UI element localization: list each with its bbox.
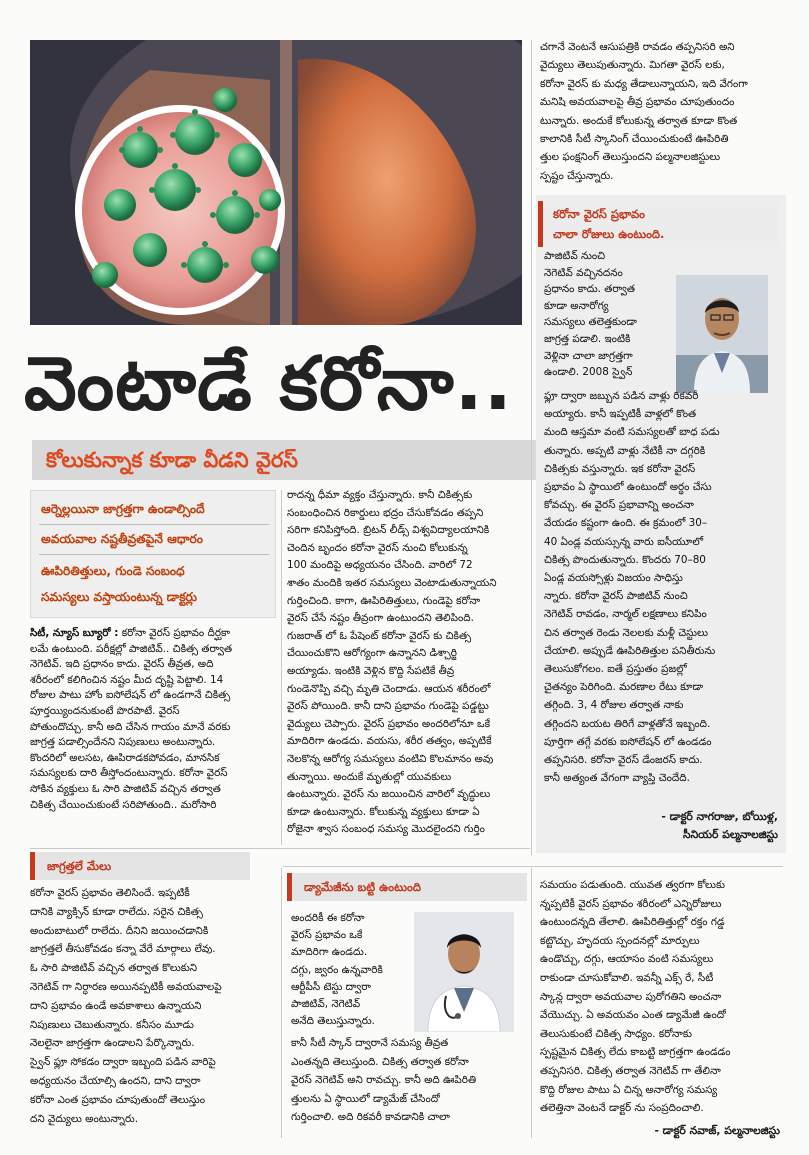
body-line: మాదిరిగా ఉండదు. వయసు, శరీర తత్వం, అప్పటికే (287, 735, 492, 748)
body-line: చిన తర్వాత రెండు నెలలకు మళ్లీ చెస్టులు (544, 626, 708, 639)
body-line: 40 ఏండ్ల వయస్సున్న వారు ఐసీయూలో (544, 535, 704, 548)
body-line: త్తుల ఫంక్షనింగ్ తెలుస్తుందని పల్మనాలజిస్టులు (540, 151, 721, 164)
body-line: అయ్యారు. కానీ ఇప్పటికీ వాళ్లలో కొంత (544, 408, 697, 421)
section-divider (283, 866, 783, 867)
sidebar-intro (544, 248, 674, 388)
body-line: మాదిరిగా ఉండదు. (291, 946, 368, 959)
body-line: స్వైన్ ఫ్లూ సోకడం ద్వారా ఇబ్బంది పడిన వారిపై (30, 1056, 216, 1069)
body-line: తలెత్తినా వెంటనే డాక్టర్ ను సంప్రదించాలి. (540, 1102, 704, 1115)
body-line: సంబంధించిన రికార్డులు భద్రం చేసుకోవడం తప్పని (287, 506, 484, 519)
body-line: తెలుసుకోగలం. ఐతే ప్రస్తుతం ప్రజల్లో (544, 663, 687, 676)
body-line: సిటీ, న్యూస్ బ్యూరో : కరోనా వైరస్ ప్రభావం దీర్ఘకా (30, 627, 230, 639)
section-right-body (540, 876, 785, 1121)
body-line: తున్నారు. అప్పటి వాళ్లు నేటికీ నా దగ్గరికి (544, 444, 706, 457)
body-line: లమే ఉంటుంది. పరీక్షల్లో పాజిటివ్.. చికిత్స తర్వాత (30, 642, 233, 655)
body-line: ఎంతన్నది తెలుస్తుంది. చికిత్స తర్వాత కరోనా (291, 1055, 469, 1068)
body-line: అందుబాటులో రాలేదు. దీనిని జయించడానికి (30, 924, 209, 937)
body-line: నెగెటివ్ రావడం, నార్మల్ లక్షణాలు కనిపిం (544, 608, 707, 621)
body-line: దాని ప్రభావం ఉండే అవకాశాలు ఉన్నాయని (30, 999, 202, 1012)
body-line: చికిత్సకు వస్తున్నారు. ఇక కరోనా వైరస్ (544, 462, 696, 475)
body-line: పూర్తిగా తగ్గే వరకు ఐసోలేషన్ లో ఉండడం (544, 735, 712, 748)
doctor-nagaraju-photo (676, 275, 768, 393)
body-line: అధ్యయనం చేయాల్సి ఉందని, దాని ద్వారా (30, 1074, 201, 1087)
body-line: నిపుణులు చెబుతున్నారు. కనీసం మూడు (30, 1018, 194, 1031)
body-line: వైరస్ చేసే నష్టం తీవ్రంగా ఉంటుందని తెలిపింది. (287, 612, 474, 625)
body-line: ఉండాలి. 2008 స్వైన్ (544, 366, 633, 379)
section-precautions-body (30, 884, 276, 1134)
body-line: ఉంటున్నారు. వైరస్ ను జయించిన వారిలో వృద్ధులు (287, 788, 491, 801)
body-line: అందరికీ ఈ కరోనా (291, 912, 365, 924)
body-line: గుర్తించింది. కాగా, ఊపిరితిత్తులు, గుండెపై కరోనా (287, 594, 481, 607)
subheadline: కోలుకున్నాక కూడా వీడని వైరస్ (46, 448, 299, 472)
sidebar-body (544, 387, 780, 807)
body-line: ఏండ్ల వయస్సోళ్లు విజయం సాధిస్తు (544, 572, 683, 585)
body-line: తప్పనిసరి. కరోనా వైరస్ డేంజరస్ కాదు. (544, 754, 703, 767)
body-line: కూడా అనారోగ్య (544, 299, 609, 312)
body-line: కట్టొచ్చు, హృదయ స్పందనల్లో మార్పులు (540, 934, 700, 947)
body-line: నెగెటివ్ గా నిర్ధారణ అయినప్పటికీ అవయవాలపై (30, 980, 222, 993)
body-line: జాగ్రత్తలే తీసుకోవడం కన్నా వేరే మార్గాలు లేవు. (30, 943, 216, 956)
pull-quote-4: సమస్యలు వస్తాయంటున్న డాక్టర్లు (41, 590, 198, 604)
body-line: కరోనా వైరస్ ప్రభావం తెలిసిందే. ఇప్పటికీ (30, 887, 190, 899)
column-divider (281, 868, 282, 1138)
body-line: రాదన్న ధీమా వ్యక్తం చేస్తున్నారు. కానీ చికిత్సకు (287, 489, 473, 501)
body-line: ఆర్టీపీసీ టెస్టు ద్వారా (291, 980, 371, 993)
sidebar-byline-name: - డాక్టర్ నాగరాజు, బోయిళ్ల, (661, 810, 778, 823)
body-line: కోవచ్చు. ఈ వైరస్ ప్రభావాన్ని అంచనా (544, 499, 694, 512)
body-line: ఉంటుందన్నది తేలాలి. ఊపిరితిత్తుల్లో రక్తం గడ్డ (540, 916, 725, 929)
body-line: చికిత్స పొందుతున్నారు. కొందరు 70–80 (544, 553, 706, 566)
pull-quote-2: అవయవాల నష్టతీవ్రతపైనే ఆధారం (41, 532, 203, 546)
body-line: జాగ్రత్త పడాల్సిందేనని నిపుణులు అంటున్నారు. (30, 736, 216, 749)
body-line: స్పష్టం చేస్తున్నారు. (540, 169, 614, 182)
body-line: రాకుండా చూసుకోవాలి. ఇవన్నీ ఎక్స్ రే, సీటీ (540, 971, 714, 984)
body-line: కూడా ఉంటున్నారు. కోలుకున్న వ్యక్తులు కూడా ఏ (287, 805, 480, 818)
body-line: శాతం మందికి ఇతర సమస్యలు వెంటాడుతున్నాయని (287, 576, 497, 589)
body-line: పూర్తయ్యిందనుకుంటే పొరపాటే. వైరస్ (30, 704, 180, 717)
body-line: కాలానికి సీటీ స్కానింగ్ చేయించుకుంటే ఊపిరితి (540, 133, 729, 146)
section-tag-precautions: జాగ్రత్తలే మేలు (30, 852, 250, 880)
body-line: వైరస్ నెగెటివ్ అని రావచ్చు. కానీ అది ఊపిరితి (291, 1074, 477, 1087)
column-divider (531, 40, 532, 855)
body-line: కానీ సీటీ స్కాన్ ద్వారానే సమస్య తీవ్రత (291, 1037, 449, 1049)
body-line: నెగెటివ్ వచ్చినదనం (544, 266, 623, 279)
body-line: అయ్యాడు. ఇంటికి వెళ్లిన కొద్ది సేపటికే తీవ్ర (287, 664, 455, 677)
body-line: తున్నాయి. అందుకే మృతుల్లో యువకులు (287, 770, 452, 783)
body-line: త్తులను ఏ స్థాయిలో డ్యామేజ్ చేసిందో (291, 1092, 440, 1105)
body-line: తప్పనిసరి. చికిత్స తర్వాత నెగెటివ్ గా తేలినా (540, 1064, 721, 1077)
pull-quote-1: ఆర్నెల్లయినా జాగ్రత్తగా ఉండాల్సిందే (41, 502, 205, 516)
body-line: సోకిన వ్యక్తులు ఓ సారి పాజిటివ్ వచ్చిన తర్వాత (30, 782, 221, 795)
body-line: వైరస్ ప్రభావం ఒకే (291, 929, 363, 942)
body-line: ఓ సారి పాజిటివ్ వచ్చిన తర్వాత కొలుకుని (30, 962, 198, 975)
body-line: నెగెటివ్. ఇది ప్రధానం కాదు. వైరస్ తీవ్రత, అది (30, 658, 214, 671)
body-line: ఫ్లూ ద్వారా జబ్బున పడిన వాళ్లు రికవరీ (544, 390, 699, 402)
body-line: తగ్గిందని బయట తిరిగే వాళ్లతోనే ఇబ్బంది. (544, 717, 711, 730)
body-line: సమయం పడుతుంది. యువత త్వరగా కోలుకు (540, 879, 725, 891)
body-line: నెలకొన్న ఆరోగ్య సమస్యలు వంటివి కొలమానం అవు (287, 752, 494, 765)
body-line: చైతన్యం పెరిగింది. మరణాల రేటు కూడా (544, 681, 704, 694)
body-line: కానీ అత్యంత వేగంగా వ్యాప్తి చెందేది. (544, 772, 690, 785)
column-3-top-body (540, 38, 785, 188)
body-line: జాగ్రత్త పడాలి. ఇంటికి (544, 332, 631, 345)
body-line: వైద్యులు తెలుపుతున్నారు. మిగతా వైరస్ లకు, (540, 59, 725, 72)
body-line: సమస్యలకు దారి తీస్తోందంటున్నారు. కరోనా వైరస్ (30, 767, 228, 780)
body-line: స్పష్టమైన చికిత్స లేదు కాబట్టి జాగ్రత్తగా ఉండడం (540, 1046, 731, 1059)
body-line: గుర్తించాలి. అది రికవరీ కావడానికి చాలా (291, 1111, 450, 1124)
body-line: మంది ఆస్తమా వంటి సమస్యలతో బాధ పడు (544, 426, 720, 439)
virus-lungs-image (30, 40, 522, 325)
body-line: కరోనా వైరస్ కు మధ్య తేడాలున్నాయని, ఇది వేగంగా (540, 77, 748, 90)
sidebar-byline-title: సీనియర్ పల్మనాలజిస్టు (683, 828, 778, 841)
body-line: రోజైనా శ్వాస సంబంధ సమస్య మొదలైందని గుర్తిం (287, 823, 485, 836)
body-line: మనిషి అవయవాలపై తీవ్ర ప్రభావం చూపుతుందం (540, 96, 735, 109)
section-divider (30, 848, 530, 849)
column-divider (531, 868, 532, 1138)
section-tag-damage: డ్యామేజీను బట్టి ఉంటుంది (287, 873, 527, 901)
body-line: దగ్గు, జ్వరం ఉన్నవారికి (291, 963, 383, 976)
body-line: వెళ్లినా చాలా జాగ్రత్తగా (544, 349, 633, 362)
body-line: కరోనా ఎంత ప్రభావం చూపుతుందో తెలుస్తుం (30, 1093, 206, 1106)
column-1-body (30, 626, 276, 840)
body-line: తగ్గింది. 3, 4 రోజుల తర్వాత నాకు (544, 699, 684, 712)
headline: వెంటాడే కరోనా.. (24, 341, 513, 427)
doctor-portrait-image (676, 275, 768, 393)
body-line: నెలలైనా జాగ్రత్తగా ఉండాలని పేర్కొన్నారు. (30, 1037, 195, 1050)
doctor-nawaz-photo (414, 912, 514, 1032)
column-divider (281, 490, 282, 845)
body-line: సమస్యలు తలెత్తకుండా (544, 316, 637, 329)
body-line: గుజరాత్ లో ఓ పేషెంట్ కరోనా వైరస్ కు చికిత్స (287, 629, 472, 642)
body-line: న్నారు. కరోనా వైరస్ పాజిటివ్ నుంచి (544, 590, 688, 603)
body-line: అనేది తెలుస్తున్నారు. (291, 1015, 375, 1028)
body-line: వేయొచ్చు. ఏ అవయవం ఎంత డ్యామేజీ ఉందో (540, 1009, 726, 1022)
body-line: చెందిన బృందం కరోనా వైరస్ నుంచి కోలుకున్న (287, 541, 468, 554)
body-line: కొందరిలో అలసట, ఊపిరాడకపోవడం, మానసిక (30, 751, 220, 764)
section-right-byline: - డాక్టర్ నవాజ్, పల్మనాలజిస్టు (654, 1124, 780, 1137)
body-line: ప్రభావం ఏ స్థాయిలో ఉంటుందో అర్థం చేసు (544, 481, 712, 494)
column-2-body (287, 487, 527, 847)
body-line: చేయించుకొని ఆరోగ్యంగా ఉన్నానని డిశ్చార్జి (287, 647, 457, 660)
doctor-portrait-image (414, 912, 514, 1032)
body-line: చేయాలి. అప్పుడే ఊపిరితిత్తుల పనితీరును (544, 644, 716, 657)
body-line: న్నప్పటికీ వైరస్ ప్రభావం శరీరంలో ఎన్నిరోజులు (540, 897, 722, 910)
dateline: సిటీ, న్యూస్ బ్యూరో : (30, 627, 119, 639)
body-line: స్కాన్ల ద్వారా అవయవాల పురోగతిని అంచనా (540, 990, 722, 1003)
section-damage-intro (291, 910, 411, 1034)
body-line: వైరస్ పోయింది. కానీ దాని ప్రభావం గుండెపై పడ్డట్టు (287, 700, 489, 713)
pull-quote-3: ఊపిరితిత్తులు, గుండె సంబంధ (41, 564, 185, 578)
body-line: చికిత్స చేయించుకుంటే సరిపోతుంది.. మరోసారి (30, 798, 217, 811)
pull-quote-divider (39, 524, 269, 525)
body-line: వైద్యులు చెప్పారు. వైరస్ ప్రభావం అందరిలోనూ ఒకే (287, 717, 491, 730)
body-line: పోతుందొచ్చు. కానీ అది చేసిన గాయం మానే వరకు (30, 720, 231, 733)
sidebar-tag-line-1: కరోనా వైరస్ ప్రభావం (553, 207, 645, 221)
body-line: టున్నారు. అందుకే కోలుకున్న తర్వాత కూడా కొంత (540, 114, 738, 127)
pull-quote-box (30, 490, 276, 618)
body-line: గుండెనొప్పి వచ్చి మృతి చెందాడు. ఆయన శరీరంలో (287, 682, 491, 695)
body-line: పాజిటివ్, నెగెటివ్ (291, 998, 361, 1011)
body-line: ప్రధానం కాదు. తర్వాత (544, 283, 635, 296)
section-damage-body (291, 1034, 527, 1132)
body-line: చగానే వెంటనే ఆసుపత్రికి రావడం తప్పనిసరి అని (540, 41, 735, 53)
body-line: వేయడం కష్టంగా ఉంది. ఈ క్రమంలో 30– (544, 517, 708, 530)
virus-lungs-illustration (30, 40, 522, 325)
sidebar-tag-line-2: చాలా రోజులు ఉంటుంది. (553, 227, 665, 241)
body-line: ఉండొచ్చు, దగ్గు, ఆయాసం వంటి సమస్యలు (540, 953, 714, 966)
body-line: తెలుసుకుంటే చికిత్స సాధ్యం. కరోనాకు (540, 1027, 692, 1040)
pull-quote-divider (39, 554, 269, 555)
body-line: పాజిటివ్ నుంచి (544, 250, 606, 262)
body-line: కొద్ది రోజుల పాటు ఏ చిన్న అనారోగ్య సమస్య (540, 1083, 718, 1096)
body-line: 100 మందిపై అధ్యయనం చేసింది. వారిలో 72 (287, 559, 473, 572)
body-line: రోజుల పాటు హోం ఐసోలేషన్ లో ఉండగానే చికిత్స (30, 689, 231, 702)
body-line: శరీరంలో కలిగించిన నష్టం మీద దృష్టి పెట్టాలి. 14 (30, 673, 224, 686)
body-line: దానికి వ్యాక్సిన్ కూడా రాలేదు. సరైన చికిత్స (30, 905, 203, 918)
body-line: సరిగా కనిపిస్తోంది. బ్రిటన్ లీడ్స్ విశ్వవిద్యాలయానికి (287, 524, 490, 537)
sidebar-tag (538, 201, 778, 247)
body-line: దని వైద్యులు అంటున్నారు. (30, 1112, 139, 1125)
